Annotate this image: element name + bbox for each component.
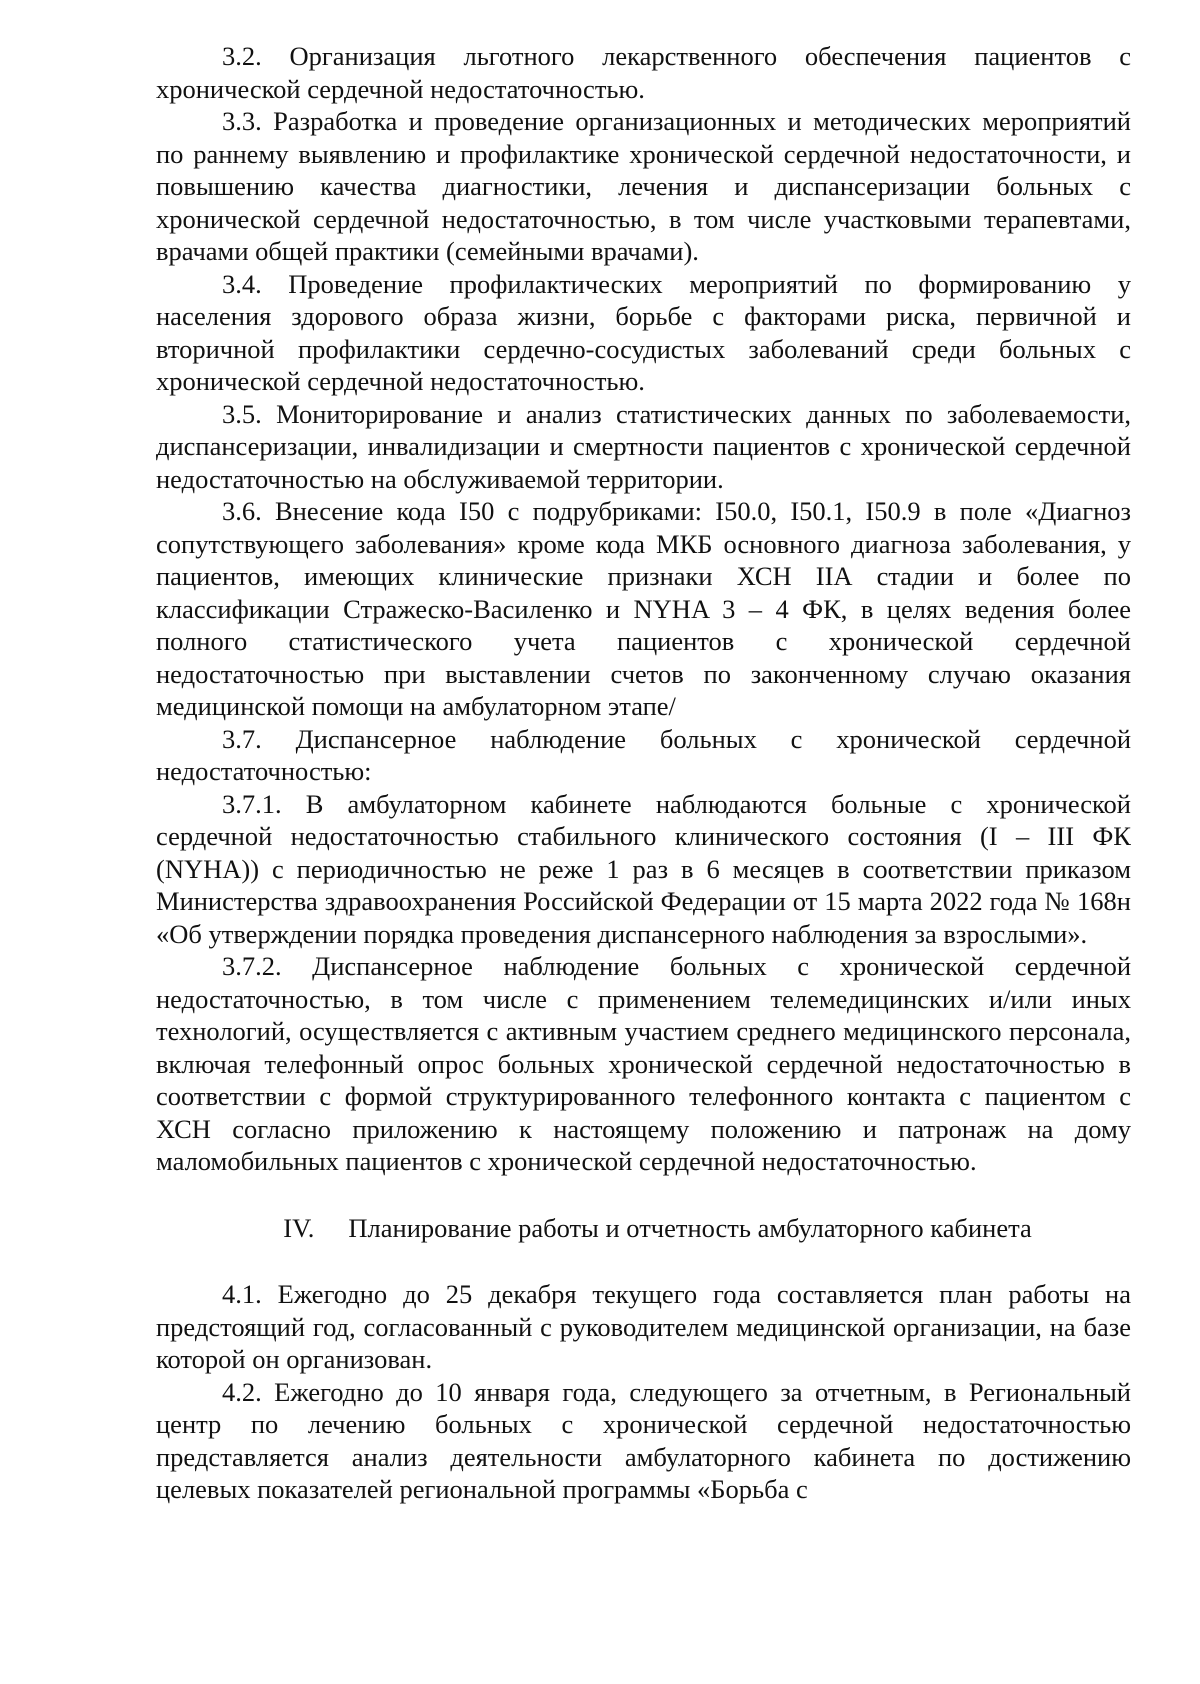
paragraph-4-2: 4.2. Ежегодно до 10 января года, следующего за отчетным, в Региональный центр по лечению больных с хронической сердечной недостаточностью представляется анализ деятельности амбулаторного кабинета по достижению целевых показателей региональной программы «Борьба с xyxy=(156,1376,1131,1504)
paragraph-3-7-2: 3.7.2. Диспансерное наблюдение больных с хронической сердечной недостаточностью, в том числе с применением телемедицинских и/или иных технологий, осуществляется с активным участием среднего медицинского персонала, включая телефонный опрос больных хронической сердечной недостаточностью в соответствии с формой структурированного телефонного контакта с пациентом с ХСН согласно приложению к настоящему положению и патронаж на дому маломобильных пациентов с хронической сердечной недостаточностью. xyxy=(156,951,1131,1176)
document-page xyxy=(156,40,1131,1506)
paragraph-3-5: 3.5. Мониторирование и анализ статистических данных по заболеваемости, диспансеризации, инвалидизации и смертности пациентов с хронической сердечной недостаточностью на обслуживаемой территории. xyxy=(156,398,1131,494)
section-heading-number: IV. xyxy=(283,1212,315,1243)
paragraph-3-6: 3.6. Внесение кода I50 с подрубриками: I50.0, I50.1, I50.9 в поле «Диагноз сопутствующего заболевания» кроме кода МКБ основного диагноза заболевания, у пациентов, имеющих клинические признаки ХСН IIА стадии и более по классификации Стражеско-Василенко и NYHA 3 – 4 ФК, в целях ведения более полного статистического учета пациентов с хронической сердечной недостаточностью при выставлении счетов по законченному случаю оказания медицинской помощи на амбулаторном этапе/ xyxy=(156,496,1131,721)
paragraph-3-7: 3.7. Диспансерное наблюдение больных с хронической сердечной недостаточностью: xyxy=(156,723,1131,786)
paragraph-3-2: 3.2. Организация льготного лекарственного обеспечения пациентов с хронической сердечной недостаточностью. xyxy=(156,41,1131,104)
paragraph-3-4: 3.4. Проведение профилактических мероприятий по формированию у населения здорового образа жизни, борьбе с факторами риска, первичной и вторичной профилактики сердечно-сосудистых заболеваний среди больных с хронической сердечной недостаточностью. xyxy=(156,268,1131,396)
paragraph-3-7-1: 3.7.1. В амбулаторном кабинете наблюдаются больные с хронической сердечной недостаточностью стабильного клинического состояния (I – III ФК (NYHA)) с периодичностью не реже 1 раз в 6 месяцев в соответствии приказом Министерства здравоохранения Российской Федерации от 15 марта 2022 года № 168н «Об утверждении порядка проведения диспансерного наблюдения за взрослыми». xyxy=(156,788,1131,949)
section-heading-title: Планирование работы и отчетность амбулаторного кабинета xyxy=(348,1212,1032,1243)
paragraph-4-1: 4.1. Ежегодно до 25 декабря текущего года составляется план работы на предстоящий год, согласованный с руководителем медицинской организации, на базе которой он организован. xyxy=(156,1279,1131,1374)
section-heading xyxy=(156,1212,1131,1245)
paragraph-3-3: 3.3. Разработка и проведение организационных и методических мероприятий по раннему выявлению и профилактике хронической сердечной недостаточности, и повышению качества диагностики, лечения и диспансеризации больных с хронической сердечной недостаточностью, в том числе участковыми терапевтами, врачами общей практики (семейными врачами). xyxy=(156,106,1131,266)
